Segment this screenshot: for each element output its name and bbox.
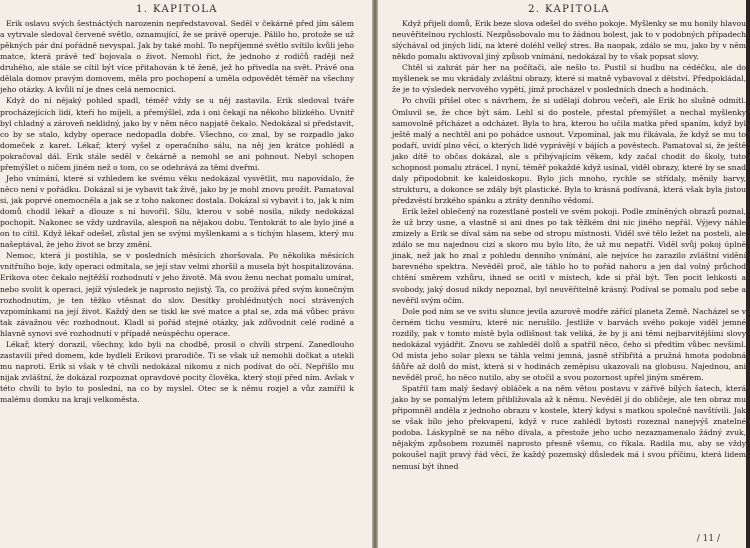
paragraph: Spatřil tam malý šedavý obláček a na něm větou postavu v zářivě bílých šatech, která jako by se pomalým letem přibližovala až k němu. Nevěděl jí do obličeje, ale ten obraz mu připomněl anděla z jednoho obrazu v kostele, který kdysi s matkou společně navštívili. Jak se však bílo jeho překvapení, když v ruce zahlédl bytosti rozeznal nanejvýš znatelné podoba. Láskyplně se na něho dívala, a přestože jeho ucho nezaznamenalo žádný zvuk, nějakým způsobem rozuměl naprosto přesně všemu, co říkala. Radila mu, aby se vždy pokoušel najít pravý řád věcí, že každý pozemský důsledek má i svou příčinu, která lidem nemusí být ihned [392, 384, 746, 471]
paragraph: Lékař, který dorazil, všechny, kdo byli na chodbě, prosil o chvíli strpení. Zanedlouho zastavili před domem, kde bydleli Erikovi prarodiče. Ti se však už nemohli dočkat a utekli mu naproti. Erik si však v té chvíli nedokázal nikomu z nich podívat do očí. Nepřišlo mu nijak zvláštní, že dokázal rozpoznat opravdové pocity člověka, který stojí před ním. Avšak v této chvíli to bylo to poslední, na co by myslel. Otec se k němu rozjel a vůz zamířil k malému domku na kraji velkoměsta. [0, 339, 354, 405]
page-number: / 11 / [696, 534, 720, 544]
paragraph: Když do ní nějaký pohled spadl, téměř vždy se u něj zastavila. Erik sledoval tváře procházejících lidí, kteří ho míjeli, a přemýšlel, zda i oni čekají na někoho blízkého. Uvnitř byl chladný a zároveň neklidný, jako by v něm něco napjatě čekalo. Nedokázal si představit, co by se stalo, kdyby operace nedopadla dobře. Všechno, co znal, by se rozpadlo jako domeček z karet. Lékař, který vyšel z operačního sálu, na něj jen krátce pohlédl a pokračoval dál. Erik stále seděl v čekárně a nemohl se ani pohnout. Nebyl schopen přemýšlet o ničem jiném než o tom, co se odehrává za těmi dveřmi. [0, 96, 354, 172]
paragraph: Jeho vnímání, které si vzhledem ke svému věku nedokázal vysvětlit, mu napovídalo, že něco není v pořádku. Dokázal si je vybavit tak živě, jako by je mohl znovu prožít. Pamatoval si, jak poprvé onemocněla a jak se z toho nakonec dostala. Dokázal si vybavit i to, jak k nim domů chodil lékař a dlouze s ní hovořil. Sílu, kterou v sobě nosila, nikdy nedokázal pochopit. Nakonec se vždy uzdravila, alespoň na nějakou dobu. Tentokrát to ale bylo jiné a on to cítil. Když lékař odešel, zůstal jen se svými myšlenkami a s tichým hlasem, který mu našeptával, že jeho život se brzy změní. [0, 173, 354, 250]
paragraph: Erik ležel oblečený na rozestlané posteli ve svém pokoji. Podle zmíněných obrazů poznal, že už brzy usne, a vlastně si ani dnes po tak těžkém dni nic jiného nepřál. Výjevy náhle zmizely a Erik se díval sám na sebe od stropu místnosti. Viděl své tělo ležet na posteli, ale zdálo se mu najednou cizí a skoro mu bylo líto, že už mu nepatří. Viděl svůj pokoj úplně jinak, než jak ho znal z pohledu denního vnímání, ale nejvíce ho zarazilo zvláštní vidění barevného spektra. Nevěděl proč, ale táhlo ho to pořád nahoru a jen dal volný průchod chtění směrem vzhůru, ihned se ocitl v místech, kde si přál být. Ten pocit lehkosti a svobody, jaký dosud nikdy nepoznal, byl neuvěřitelně krásný. Podíval se pomalu pod sebe a nevěřil svým očím. [392, 207, 746, 305]
left-page [0, 0, 372, 548]
paragraph: Když přijeli domů, Erik beze slova odešel do svého pokoje. Myšlenky se mu honily hlavou neuvěřitelnou rychlostí. Nezpůsobovalo mu to žádnou bolest, jak to v podobných případech slýchával od jiných lidí, na které doléhl velký stres. Ba naopak, zdálo se mu, jako by v něm někdo pomalu aktivoval jiný způsob vnímání, nedokázal by to však popsat slovy. [392, 19, 746, 62]
left-page-body [0, 18, 354, 405]
paragraph: Chtěl si zahrát pár her na počítači, ale nešlo to. Pustil si hudbu na cédéčku, ale do myšlenek se mu vkrádaly zvláštní obrazy, které si matně vybavoval z dětství. Předpokládal, že je to výsledek nervového vypětí, jímž procházel v posledních dnech a hodinách. [392, 63, 746, 95]
paragraph: Dole pod ním se ve svitu slunce jevila azurově modře zářící planeta Země. Nacházel se v černém tichu vesmíru, které nic nerušilo. Jestliže v barvách svého pokoje viděl jemné rozdíly, pak v tomto místě byla odlišnost tak veliká, že by ji ani těmi nejbarvitějšími slovy nedokázal vyjádřit. Znovu se zahleděl dolů a spatřil něco, čeho si předtím vůbec nevšiml. Od místa jeho solar plexu se táhla velmi jemná, jasně stříbřitá a pružná hmota podobná šňůře až dolů do míst, která si v hodinách zeměpisu ukazovali na globusu. Najednou, ani nevěděl proč, ho něco nutilo, aby se otočil a svou pozornost upřel jiným směrem. [392, 306, 746, 382]
paragraph: Po chvíli přišel otec s návrhem, že si udělají dobrou večeři, ale Erik ho slušně odmítl. Omluvil se, že chce být sám. Lehl si do postele, přestal přemýšlet a nechal myšlenky samovolně přicházet a odcházet. Byla to hra, kterou ho učila matka před spaním, když byl ještě malý a nechtěl ani po pohádce usnout. Vzpomínal, jak mu říkávala, že když se mu to podaří, uvidí plno věcí, o kterých lidé vyprávějí v bájích a pověstech. Pamatoval si, že ještě jako dítě to občas dokázal, ale s přibývajícím věkem, kdy začal chodit do školy, tuto schopnost pomalu ztrácel. I nyní, téměř pokaždé když usínal, viděl obrazy, které by se snad daly připodobnit ke kaleidoskopu. Bylo jich mnoho, rychle se střídaly, měnily barvy, strukturu, a dokonce se zdály být plastické. Byla to krásná podívaná, která však byla jistou předzvěstí brzkého spánku a ztráty denního vědomí. [392, 96, 746, 205]
right-page [378, 0, 746, 548]
paragraph: Nemoc, která ji postihla, se v posledních měsících zhoršovala. Po několika měsících vnitřního boje, kdy operaci odmítala, se její stav velmi zhoršil a musela být hospitalizována. Erikova otec čekalo nejtěžší rozhodnutí v jeho životě. Má svou ženu nechat pomalu umírat, nebo svolit k operaci, jejíž výsledek je naprosto nejistý. Ta, co prožívá před svým konečným rozhodnutím, je ten těžko vtěsnat do slov. Desítky prohlédnutých nocí strávených vzpomínkami na její život. Každý den se tiskl ke své matce a ptal se, zda má vůbec právo tak závažnou věc rozhodnout. Kladl si pořád stejné otázky, jak zdůvodnit celé rodině a hlavně synovi své rozhodnutí v případě neúspěchu operace. [0, 251, 354, 338]
paragraph: Erik oslavu svých šestnáctých narozenin nepředstavoval. Seděl v čekárně před jím sálem a vytrvale sledoval červené světlo, oznamující, že se právě operuje. Pálilo ho, protože se už pěkných pár dní pořádně nevyspal. Jak by také mohl. To nepříjemné světlo svítilo kvůli jeho matce, která právě teď bojovala o život. Nemohl říct, že jednoho z rodičů raději než druhého, ale stále se cítil být více přitahován k té ženě, jež ho přivedla na svět. Právě ona dělala domov pravým domovem, měla pro pochopení a uměla odpovědět téměř na všechny jeho otázky. A kvůli ní je dnes celá nemocnici. [0, 19, 354, 95]
right-page-body [392, 18, 746, 472]
chapter-heading: 2. KAPITOLA [528, 4, 610, 15]
chapter-heading: 1. KAPITOLA [136, 4, 218, 15]
page-edge [746, 0, 750, 548]
